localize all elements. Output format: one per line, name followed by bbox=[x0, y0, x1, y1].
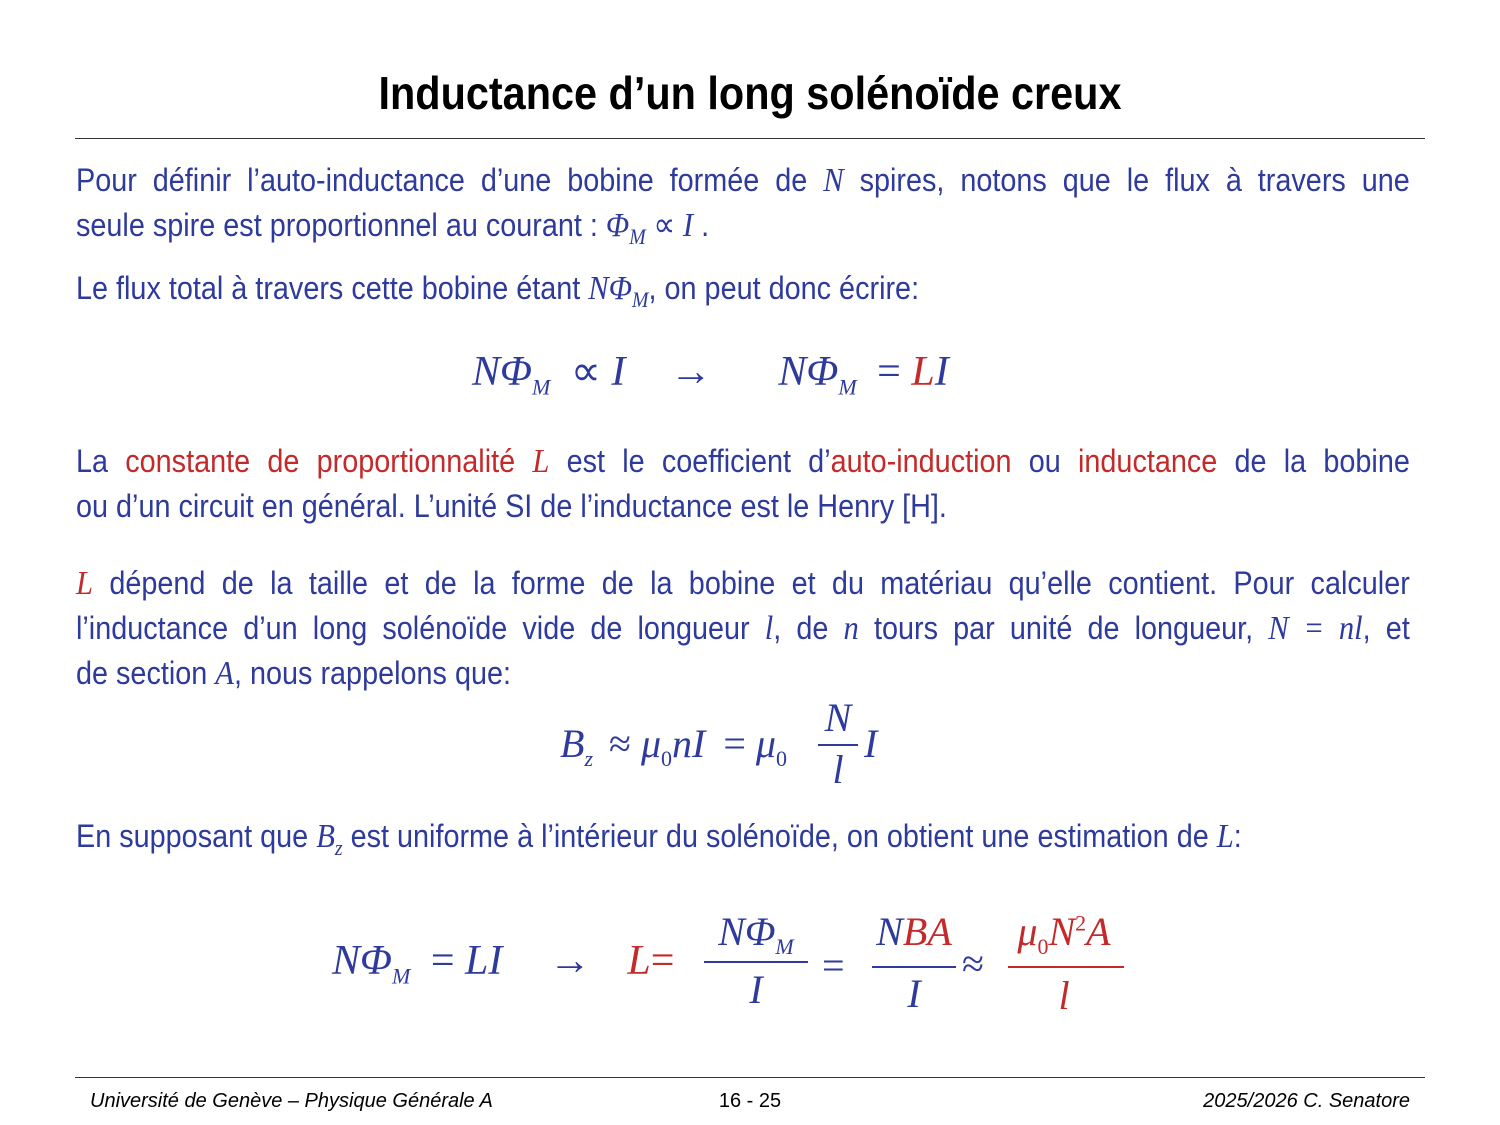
math-phi: Φ bbox=[605, 207, 630, 244]
math-n-phi-m bbox=[588, 270, 649, 312]
text-span: Pour définir l’auto-inductance d’une bobine formée de bbox=[76, 162, 824, 198]
fraction-denominator: I bbox=[749, 967, 763, 1012]
equation-flux-inductance bbox=[472, 346, 949, 400]
text-span: , on peut donc écrire: bbox=[648, 270, 920, 306]
paragraph-line: ou d’un circuit en général. L’unité SI de l’inductance est le Henry [H]. bbox=[76, 488, 947, 524]
text-span: seule spire est proportionnel au courant : bbox=[76, 207, 606, 243]
text-span: La bbox=[76, 443, 126, 479]
fraction-denominator: l bbox=[832, 747, 844, 792]
math-var-l: l bbox=[764, 610, 774, 647]
paragraph-solenoid-setup bbox=[76, 561, 1410, 696]
paragraph-line bbox=[76, 561, 1410, 606]
fraction-nba-over-i bbox=[866, 908, 962, 1018]
math-equals-red: = bbox=[650, 938, 675, 984]
footer-author: 2025/2026 C. Senatore bbox=[1203, 1090, 1410, 1112]
equation-inductance-result-left bbox=[332, 937, 674, 989]
math-var-l-red: L bbox=[532, 443, 550, 480]
paragraph-line bbox=[76, 266, 1410, 322]
text-span: dépend de la taille et de la forme de la bobine et du matériau qu’elle contient. Pour calculer bbox=[93, 565, 1410, 601]
math-sub-m: M bbox=[838, 374, 857, 400]
equation-approx bbox=[962, 940, 984, 987]
math-var-i: I bbox=[864, 721, 878, 766]
fraction-denominator: I bbox=[907, 971, 921, 1016]
text-span: : bbox=[1233, 818, 1242, 854]
text-span: Le flux total à travers cette bobine étant bbox=[76, 270, 589, 306]
paragraph-line bbox=[76, 203, 1410, 259]
math-sub-zero: 0 bbox=[776, 746, 787, 771]
title-divider bbox=[75, 138, 1425, 139]
fraction-mu-n2-a-over-l bbox=[1004, 908, 1124, 1023]
equation-field-solenoid bbox=[560, 720, 787, 772]
math-n-phi: NΦ bbox=[472, 349, 532, 395]
math-li: LI bbox=[465, 938, 503, 984]
paragraph-inductance-definition bbox=[76, 439, 1410, 529]
math-n-phi: NΦ bbox=[718, 909, 776, 954]
math-var-b: B bbox=[316, 818, 335, 855]
fraction-numerator bbox=[1004, 908, 1124, 960]
math-n-phi: NΦ bbox=[778, 349, 839, 395]
math-var-l-red: L bbox=[76, 565, 94, 602]
fraction-numerator bbox=[866, 908, 962, 955]
fraction-bar bbox=[704, 961, 808, 963]
math-sup-two: 2 bbox=[1075, 910, 1087, 936]
math-prop-symbol: ∝ bbox=[570, 349, 601, 395]
equation-field-tail bbox=[864, 720, 877, 767]
footer-divider bbox=[75, 1077, 1425, 1078]
text-span: de la bobine bbox=[1217, 443, 1410, 479]
text-span: , nous rappelons que: bbox=[233, 655, 511, 691]
text-span: ou bbox=[1011, 443, 1078, 479]
math-mu: μ bbox=[640, 721, 662, 766]
fraction-numerator: N bbox=[824, 695, 852, 740]
math-ba-red: BA bbox=[902, 909, 952, 954]
math-bz bbox=[316, 818, 343, 860]
highlight-constante: constante de proportionnalité bbox=[125, 443, 516, 479]
math-sub-m: M bbox=[532, 374, 551, 400]
highlight-auto-induction: auto-induction bbox=[830, 443, 1012, 479]
paragraph-line bbox=[76, 439, 1410, 484]
fraction-flux-over-i bbox=[700, 908, 812, 1018]
math-sub-m: M bbox=[392, 963, 411, 989]
math-sub-zero: 0 bbox=[1037, 934, 1049, 959]
paragraph-self-inductance-intro bbox=[76, 158, 1410, 259]
fraction-bar bbox=[872, 966, 956, 968]
math-equals: = bbox=[877, 349, 901, 395]
math-flux-proportional bbox=[605, 207, 694, 249]
math-var-i: I bbox=[682, 207, 694, 244]
math-ni: nI bbox=[672, 721, 706, 766]
math-sub-zero: 0 bbox=[661, 746, 673, 771]
text-span: l’inductance d’un long solénoïde vide de longueur bbox=[76, 610, 765, 646]
paragraph-line bbox=[76, 606, 1410, 651]
math-var-l-red: L bbox=[911, 349, 935, 395]
math-sub-z: z bbox=[334, 834, 343, 860]
math-var-a: A bbox=[215, 655, 234, 692]
paragraph-line bbox=[76, 651, 1410, 696]
math-var-l-red: L bbox=[627, 938, 651, 984]
text-span: est uniforme à l’intérieur du solénoïde, on obtient une estimation de bbox=[342, 818, 1217, 854]
text-span: En supposant que bbox=[76, 818, 317, 854]
math-n-phi: NΦ bbox=[588, 270, 633, 307]
text-span: , de bbox=[773, 610, 844, 646]
math-sub-m: M bbox=[775, 934, 794, 959]
text-span: tours par unité de longueur, bbox=[858, 610, 1269, 646]
footer-institution: Université de Genève – Physique Générale A bbox=[90, 1090, 493, 1112]
math-var-n: N bbox=[1048, 909, 1076, 954]
arrow-icon: → bbox=[669, 349, 712, 395]
arrow-icon: → bbox=[548, 938, 591, 984]
footer-page-number: 16 - 25 bbox=[718, 1090, 782, 1112]
math-mu: μ bbox=[755, 721, 776, 766]
math-n-equals-nl: N = nl bbox=[1268, 610, 1363, 647]
text-span bbox=[515, 443, 532, 479]
math-var-l: L bbox=[1216, 818, 1234, 855]
math-mu: μ bbox=[1017, 909, 1038, 954]
text-span: est le coefficient d’ bbox=[549, 443, 831, 479]
math-equals: = bbox=[430, 938, 455, 984]
paragraph-uniform-field bbox=[76, 814, 1410, 870]
math-var-i: I bbox=[611, 349, 626, 395]
math-prop-symbol: ∝ bbox=[645, 207, 683, 244]
text-span: . bbox=[693, 207, 710, 243]
fraction-bar bbox=[1008, 966, 1124, 968]
math-sub-z: z bbox=[584, 746, 593, 771]
math-approx: ≈ bbox=[609, 721, 631, 766]
fraction-n-over-l bbox=[814, 694, 862, 794]
math-var-i: I bbox=[934, 349, 949, 395]
text-span: de section bbox=[76, 655, 216, 691]
math-n-phi: NΦ bbox=[332, 938, 392, 984]
math-sub-m: M bbox=[632, 286, 649, 312]
math-var-n: n bbox=[843, 610, 859, 647]
fraction-numerator bbox=[700, 908, 812, 960]
math-var-n: N bbox=[823, 162, 844, 199]
text-span: spires, notons que le flux à travers une bbox=[843, 162, 1410, 198]
equation-equals-2 bbox=[822, 942, 845, 989]
slide-title: Inductance d’un long solénoïde creux bbox=[378, 67, 1122, 119]
math-equals: = bbox=[822, 943, 845, 988]
highlight-inductance: inductance bbox=[1077, 443, 1218, 479]
paragraph-line bbox=[76, 158, 1410, 203]
paragraph-line bbox=[76, 814, 1410, 870]
text-span: , et bbox=[1362, 610, 1410, 646]
math-var-b: B bbox=[560, 721, 585, 766]
math-var-n: N bbox=[876, 909, 903, 954]
paragraph-total-flux bbox=[76, 266, 1410, 322]
math-var-a: A bbox=[1086, 909, 1111, 954]
math-sub-m: M bbox=[629, 223, 646, 249]
fraction-denominator: l bbox=[1058, 973, 1070, 1018]
math-equals: = bbox=[723, 721, 746, 766]
math-approx: ≈ bbox=[962, 941, 984, 986]
